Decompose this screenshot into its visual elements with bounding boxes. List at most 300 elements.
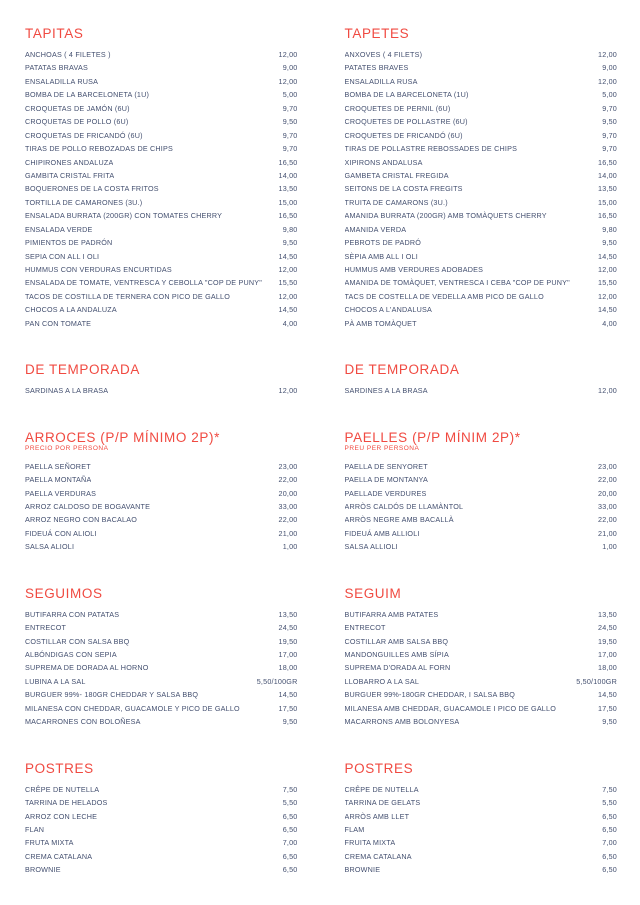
menu-item-row: [345, 144, 618, 157]
item-name: ALBÓNDIGAS CON SEPIA: [25, 650, 117, 659]
item-price: 14,50: [278, 690, 298, 700]
menu-item-row: [345, 637, 618, 650]
menu-item-row: [345, 319, 618, 332]
item-price: 5,50: [602, 798, 617, 808]
item-price: 19,50: [278, 636, 298, 646]
item-name: TACOS DE COSTILLA DE TERNERA CON PICO DE GALLO: [25, 291, 231, 301]
menu-item-row: [345, 650, 618, 663]
menu-item-row: [25, 211, 298, 224]
item-price: 9,80: [282, 224, 298, 234]
item-price: 17,00: [598, 650, 617, 659]
item-price: 12,00: [278, 386, 298, 396]
item-price: 21,00: [598, 528, 617, 538]
item-price: 9,70: [282, 130, 298, 140]
menu-item-row: [25, 515, 298, 528]
section-title: SEGUIM: [344, 585, 402, 601]
menu-section: [25, 26, 298, 332]
menu-item-row: [345, 252, 618, 265]
item-price: 6,50: [602, 851, 617, 861]
menu-section: [25, 761, 298, 879]
item-price: 22,00: [598, 475, 617, 485]
menu-item-row: [345, 677, 618, 690]
menu-item-row: [345, 475, 618, 488]
item-price: 9,00: [282, 63, 298, 73]
item-price: 7,50: [282, 784, 298, 794]
item-name: CROQUETAS DE FRICANDÓ (6U): [25, 130, 143, 140]
item-name: AMANIDA DE TOMÀQUET, VENTRESCA I CEBA "COP DE PUNY": [344, 278, 570, 288]
item-price: 14,50: [278, 251, 298, 261]
item-name: AMANIDA VERDA: [344, 224, 407, 234]
menu-item-row: [345, 211, 618, 224]
item-name: PAELLA VERDURAS: [25, 488, 97, 498]
item-name: CHOCOS A L'ANDALUSA: [344, 305, 432, 315]
item-price: 14,50: [598, 690, 617, 700]
menu-item-row: [25, 663, 298, 676]
item-name: ANXOVES ( 4 FILETS): [344, 50, 423, 59]
section-title: POSTRES: [25, 760, 94, 776]
item-price: 15,50: [598, 278, 617, 288]
item-price: 20,00: [598, 488, 617, 498]
item-price: 7,50: [602, 784, 617, 794]
item-name: BROWNIE: [344, 865, 381, 875]
item-price: 9,80: [602, 224, 617, 234]
item-name: TARRINA DE GELATS: [344, 798, 421, 808]
item-price: 9,50: [602, 717, 617, 727]
item-price: 17,00: [278, 650, 298, 659]
item-name: SUPREMA D'ORADA AL FORN: [344, 663, 451, 673]
item-name: ARROZ NEGRO CON BACALAO: [25, 515, 138, 525]
menu-item-row: [345, 515, 618, 528]
item-price: 12,00: [278, 50, 298, 59]
item-price: 20,00: [278, 488, 298, 498]
menu-item-row: [25, 717, 298, 730]
item-name: CROQUETAS DE JAMÓN (6U): [25, 103, 130, 113]
menu-item-row: [25, 623, 298, 636]
item-name: ENSALADA BURRATA (200GR) CON TOMATES CHERRY: [25, 211, 223, 221]
item-price: 12,00: [598, 291, 617, 301]
item-name: PÀ AMB TOMÀQUET: [344, 318, 417, 328]
item-name: CRÊPE DE NUTELLA: [344, 784, 419, 794]
item-price: 5,50: [282, 798, 298, 808]
item-name: FRUITA MIXTA: [344, 838, 396, 848]
item-name: XIPIRONS ANDALUSA: [344, 157, 423, 167]
item-name: PEBROTS DE PADRÓ: [344, 238, 422, 248]
item-name: TIRAS DE POLLASTRE REBOSSADES DE CHIPS: [344, 144, 518, 154]
menu-item-row: [25, 852, 298, 865]
item-name: BUTIFARRA CON PATATAS: [25, 609, 120, 619]
menu-item-list: [345, 610, 618, 731]
item-price: 24,50: [598, 623, 617, 633]
item-name: ARRÒS AMB LLET: [344, 811, 410, 821]
item-name: ENTRECOT: [25, 623, 67, 633]
item-price: 12,00: [278, 76, 298, 86]
menu-item-row: [25, 610, 298, 623]
item-name: HUMMUS AMB VERDURES ADOBADES: [344, 265, 484, 274]
menu-item-row: [345, 623, 618, 636]
section-title: PAELLES (P/P MÍNIM 2P)*: [344, 429, 521, 445]
item-price: 9,50: [282, 238, 298, 248]
menu-item-row: [25, 278, 298, 291]
item-name: CHIPIRONES ANDALUZA: [25, 157, 114, 167]
item-name: CROQUETAS DE POLLO (6U): [25, 117, 129, 127]
item-name: CRÊPE DE NUTELLA: [25, 784, 100, 794]
menu-item-row: [345, 529, 618, 542]
item-name: FLAM: [344, 824, 365, 834]
item-name: CROQUETES DE PERNIL (6U): [344, 103, 451, 113]
menu-section: [345, 586, 618, 731]
menu-item-row: [25, 825, 298, 838]
item-price: 33,00: [598, 501, 617, 511]
menu-column-catalan: [345, 26, 618, 905]
menu-item-row: [25, 63, 298, 76]
menu-item-row: [345, 171, 618, 184]
item-name: ARROZ CON LECHE: [25, 811, 98, 821]
item-name: SALSA ALLIOLI: [344, 542, 398, 552]
menu-item-row: [25, 238, 298, 251]
item-name: ARROZ CALDOSO DE BOGAVANTE: [25, 501, 151, 511]
menu-item-row: [25, 171, 298, 184]
menu-item-row: [25, 529, 298, 542]
menu-item-row: [345, 690, 618, 703]
menu-item-list: [345, 386, 618, 399]
item-name: GAMBITA CRISTAL FRITA: [25, 170, 115, 180]
menu-column-spanish: [25, 26, 298, 905]
menu-item-row: [25, 542, 298, 555]
item-price: 9,70: [282, 103, 298, 113]
item-price: 17,50: [598, 703, 617, 713]
item-price: 22,00: [598, 515, 617, 525]
item-name: SARDINAS A LA BRASA: [25, 386, 109, 396]
item-name: ARRÒS CALDÓS DE LLAMÀNTOL: [344, 501, 464, 511]
item-name: LUBINA A LA SAL: [25, 676, 86, 686]
menu-item-row: [25, 838, 298, 851]
item-name: SÈPIA AMB ALL I OLI: [344, 251, 418, 261]
menu-item-row: [345, 117, 618, 130]
menu-item-row: [345, 502, 618, 515]
menu-item-row: [345, 63, 618, 76]
item-name: CREMA CATALANA: [25, 851, 93, 861]
menu-item-row: [25, 475, 298, 488]
menu-item-row: [25, 704, 298, 717]
item-name: ENSALADILLA RUSA: [25, 76, 99, 86]
item-price: 23,00: [278, 461, 298, 471]
section-title: TAPITAS: [25, 26, 84, 41]
item-price: 15,00: [278, 197, 298, 207]
menu-item-row: [25, 650, 298, 663]
menu-item-row: [25, 305, 298, 318]
item-name: FIDEUÁ AMB ALLIOLI: [344, 528, 420, 538]
menu-item-list: [345, 785, 618, 879]
section-title: DE TEMPORADA: [344, 362, 460, 378]
menu-item-row: [345, 90, 618, 103]
section-subtitle: PREU PER PERSONA: [344, 444, 420, 452]
section-title: POSTRES: [344, 760, 414, 776]
item-price: 13,50: [278, 184, 298, 194]
section-title: SEGUIMOS: [25, 585, 103, 601]
item-price: 16,50: [278, 211, 298, 221]
menu-section: [25, 586, 298, 731]
item-price: 16,50: [598, 157, 617, 167]
item-name: MACARRONES CON BOLOÑESA: [25, 717, 141, 727]
item-price: 7,00: [282, 838, 298, 848]
item-price: 14,50: [598, 251, 617, 261]
menu-item-row: [25, 131, 298, 144]
item-name: MILANESA CON CHEDDAR, GUACAMOLE Y PICO DE GALLO: [25, 703, 240, 713]
item-price: 12,00: [598, 265, 617, 274]
menu-item-row: [345, 542, 618, 555]
menu-item-row: [345, 489, 618, 502]
menu-item-row: [345, 798, 618, 811]
menu-item-list: [25, 610, 298, 731]
item-price: 9,70: [602, 130, 617, 140]
menu-item-row: [345, 785, 618, 798]
menu-item-row: [345, 198, 618, 211]
section-title: DE TEMPORADA: [25, 362, 140, 378]
menu-item-row: [25, 319, 298, 332]
item-price: 14,50: [278, 305, 298, 315]
menu-item-row: [25, 502, 298, 515]
menu-item-row: [25, 798, 298, 811]
item-name: SARDINES A LA BRASA: [344, 386, 428, 396]
item-name: PAELLA DE MONTANYA: [344, 475, 428, 485]
item-price: 9,50: [602, 238, 617, 248]
menu-item-row: [25, 865, 298, 878]
item-name: PAELLA SEÑORET: [25, 461, 91, 471]
item-name: SEPIA CON ALL I OLI: [25, 251, 100, 261]
menu-item-row: [25, 812, 298, 825]
item-name: SALSA ALIOLI: [25, 542, 75, 552]
item-name: CROQUETES DE POLLASTRE (6U): [344, 117, 468, 127]
menu-item-list: [345, 462, 618, 556]
menu-item-row: [345, 462, 618, 475]
menu-item-row: [25, 104, 298, 117]
menu-item-row: [345, 386, 618, 399]
item-price: 1,00: [602, 542, 617, 552]
menu-item-row: [25, 637, 298, 650]
menu-item-row: [345, 184, 618, 197]
menu-item-row: [345, 717, 618, 730]
menu-item-row: [25, 489, 298, 502]
item-price: 15,50: [278, 278, 298, 288]
menu-item-row: [25, 90, 298, 103]
item-price: 9,00: [602, 63, 617, 73]
item-name: SEITONS DE LA COSTA FREGITS: [344, 184, 463, 194]
item-price: 33,00: [278, 501, 298, 511]
item-price: 6,50: [282, 865, 298, 875]
item-name: ENSALADA DE TOMATE, VENTRESCA Y CEBOLLA "COP DE PUNY": [25, 278, 262, 288]
item-price: 12,00: [598, 76, 617, 86]
menu-section: [345, 761, 618, 879]
menu-item-row: [345, 158, 618, 171]
item-name: MACARRONS AMB BOLONYESA: [344, 717, 460, 727]
item-price: 7,00: [602, 838, 617, 848]
menu-item-row: [345, 663, 618, 676]
menu-item-row: [25, 50, 298, 63]
menu-item-row: [345, 838, 618, 851]
item-name: PAELLA MONTAÑA: [25, 475, 92, 485]
item-price: 12,00: [278, 265, 298, 274]
menu-item-row: [345, 865, 618, 878]
item-name: LLOBARRO A LA SAL: [344, 676, 420, 686]
item-name: PIMIENTOS DE PADRÓN: [25, 238, 113, 248]
menu-item-row: [25, 158, 298, 171]
item-price: 9,50: [602, 117, 617, 127]
item-name: ENTRECOT: [344, 623, 386, 633]
menu-item-row: [25, 265, 298, 278]
item-name: BURGUER 99%-180GR CHEDDAR, I SALSA BBQ: [344, 690, 516, 700]
item-name: BOQUERONES DE LA COSTA FRITOS: [25, 184, 159, 194]
item-price: 23,00: [598, 461, 617, 471]
item-price: 9,70: [282, 144, 298, 154]
menu-item-row: [345, 825, 618, 838]
item-price: 14,00: [278, 170, 298, 180]
menu-item-row: [25, 198, 298, 211]
item-name: PAELLADE VERDURES: [344, 488, 427, 498]
item-price: 15,00: [598, 197, 617, 207]
item-name: CREMA CATALANA: [344, 851, 412, 861]
item-price: 22,00: [278, 475, 298, 485]
item-price: 16,50: [598, 211, 617, 221]
item-name: TORTILLA DE CAMARONES (3U.): [25, 197, 143, 207]
item-price: 6,50: [602, 811, 617, 821]
item-name: FLAN: [25, 824, 45, 834]
menu-item-list: [25, 50, 298, 332]
item-price: 4,00: [282, 318, 298, 328]
item-name: ANCHOAS ( 4 FILETES ): [25, 50, 111, 59]
menu-item-row: [25, 77, 298, 90]
menu-item-row: [25, 690, 298, 703]
item-price: 14,50: [598, 305, 617, 315]
menu-item-row: [345, 305, 618, 318]
item-price: 5,00: [602, 90, 617, 100]
menu-item-row: [345, 704, 618, 717]
item-name: CHOCOS A LA ANDALUZA: [25, 305, 117, 315]
menu-item-row: [25, 184, 298, 197]
item-price: 19,50: [598, 636, 617, 646]
item-name: BURGUER 99%- 180GR CHEDDAR Y SALSA BBQ: [25, 690, 199, 700]
menu-item-row: [345, 131, 618, 144]
section-title: ARROCES (P/P MÍNIMO 2P)*: [25, 429, 220, 445]
item-price: 13,50: [598, 609, 617, 619]
item-name: AMANIDA BURRATA (200GR) AMB TOMÀQUETS CHERRY: [344, 211, 547, 221]
menu-item-row: [25, 785, 298, 798]
item-price: 1,00: [282, 542, 298, 552]
item-price: 12,00: [598, 50, 617, 59]
menu-section: [25, 430, 298, 556]
item-price: 6,50: [282, 811, 298, 821]
item-name: TARRINA DE HELADOS: [25, 798, 108, 808]
menu-item-list: [25, 386, 298, 399]
menu-item-row: [345, 610, 618, 623]
menu-section: [345, 430, 618, 556]
item-price: 24,50: [278, 623, 298, 633]
item-price: 9,50: [282, 117, 298, 127]
item-name: PATATAS BRAVAS: [25, 63, 88, 73]
item-price: 17,50: [278, 703, 298, 713]
item-price: 6,50: [602, 865, 617, 875]
item-name: PAN CON TOMATE: [25, 318, 92, 328]
menu-item-row: [345, 225, 618, 238]
item-price: 16,50: [278, 157, 298, 167]
item-name: BROWNIE: [25, 865, 61, 875]
item-name: BUTIFARRA AMB PATATES: [344, 609, 439, 619]
item-price: 22,00: [278, 515, 298, 525]
item-name: PATATES BRAVES: [344, 63, 409, 73]
item-name: TACS DE COSTELLA DE VEDELLA AMB PICO DE GALLO: [344, 291, 544, 301]
item-name: TIRAS DE POLLO REBOZADAS DE CHIPS: [25, 144, 173, 154]
section-title: TAPETES: [344, 26, 410, 41]
item-price: 12,00: [278, 291, 298, 301]
item-price: 5,50/100GR: [576, 676, 617, 686]
item-name: PAELLA DE SENYORET: [344, 461, 428, 471]
item-name: COSTILLAR AMB SALSA BBQ: [344, 636, 449, 646]
menu-item-row: [345, 104, 618, 117]
item-name: SUPREMA DE DORADA AL HORNO: [25, 663, 149, 673]
item-price: 5,50/100GR: [256, 676, 298, 686]
item-price: 9,70: [602, 144, 617, 154]
item-price: 9,70: [602, 103, 617, 113]
item-price: 18,00: [598, 663, 617, 673]
item-name: ENSALADA VERDE: [25, 224, 93, 234]
item-name: COSTILLAR CON SALSA BBQ: [25, 636, 130, 646]
menu-item-row: [345, 852, 618, 865]
menu-item-row: [345, 77, 618, 90]
item-price: 13,50: [598, 184, 617, 194]
menu-item-row: [25, 252, 298, 265]
menu-item-row: [345, 238, 618, 251]
menu-item-row: [345, 50, 618, 63]
menu-item-row: [25, 225, 298, 238]
item-name: FIDEUÁ CON ALIOLI: [25, 528, 97, 538]
item-name: TRUITA DE CAMARONS (3U.): [344, 197, 448, 207]
item-name: ENSALADILLA RUSA: [344, 76, 418, 86]
menu-item-list: [25, 462, 298, 556]
menu-item-list: [345, 50, 618, 332]
item-price: 18,00: [278, 663, 298, 673]
item-name: HUMMUS CON VERDURAS ENCURTIDAS: [25, 265, 172, 274]
menu-item-list: [25, 785, 298, 879]
menu-item-row: [345, 292, 618, 305]
item-price: 6,50: [282, 824, 298, 834]
menu-item-row: [25, 117, 298, 130]
menu-section: [25, 362, 298, 399]
menu-section: [345, 26, 618, 332]
item-price: 9,50: [282, 717, 298, 727]
item-price: 21,00: [278, 528, 298, 538]
menu-item-row: [25, 677, 298, 690]
item-name: MANDONGUILLES AMB SÍPIA: [344, 650, 449, 659]
menu-item-row: [345, 812, 618, 825]
menu-item-row: [345, 278, 618, 291]
item-price: 13,50: [278, 609, 298, 619]
item-name: MILANESA AMB CHEDDAR, GUACAMOLE I PICO DE GALLO: [344, 703, 556, 713]
menu-section: [345, 362, 618, 399]
item-price: 14,00: [598, 170, 617, 180]
menu-item-row: [25, 292, 298, 305]
item-name: BOMBA DE LA BARCELONETA (1U): [25, 90, 150, 100]
menu-item-row: [25, 144, 298, 157]
item-price: 12,00: [598, 386, 617, 396]
item-name: BOMBA DE LA BARCELONETA (1U): [344, 90, 469, 100]
item-price: 4,00: [602, 318, 617, 328]
menu-item-row: [25, 462, 298, 475]
menu-item-row: [25, 386, 298, 399]
item-name: GAMBETA CRISTAL FREGIDA: [344, 170, 449, 180]
item-name: ARRÒS NEGRE AMB BACALLÀ: [344, 515, 454, 525]
item-price: 5,00: [282, 90, 298, 100]
section-subtitle: PRECIO POR PERSONA: [25, 444, 109, 452]
menu-item-row: [345, 265, 618, 278]
